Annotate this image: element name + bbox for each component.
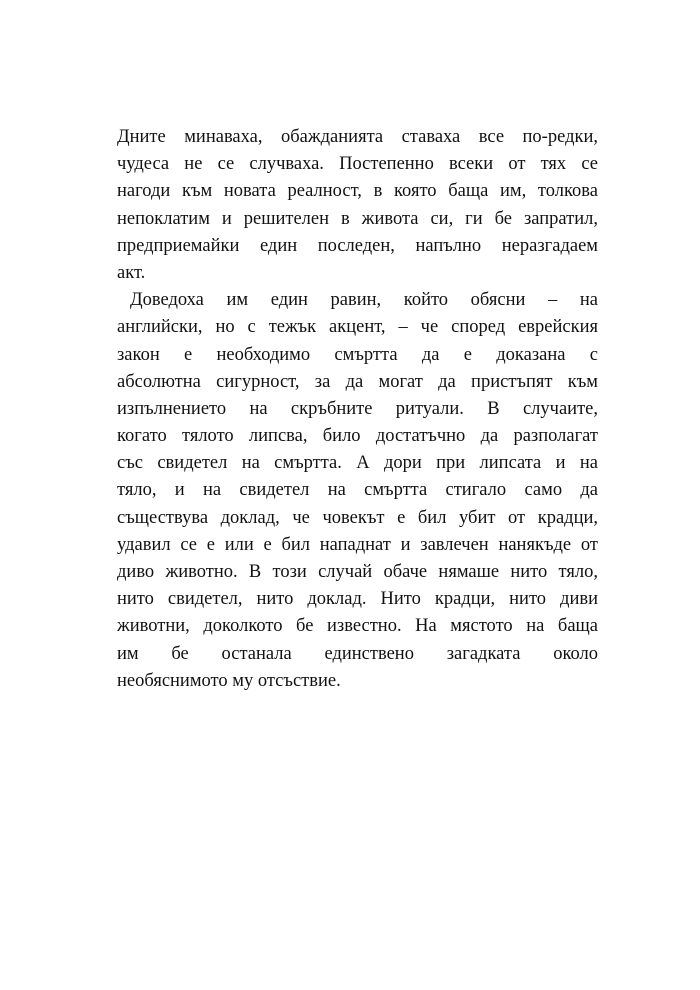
text-line: Доведоха им един равин, който обясни – на [130, 290, 598, 311]
body-text [117, 124, 598, 695]
paragraph-1 [117, 124, 598, 287]
text-line: когато тялото липсва, било достатъчно да разполагат [117, 426, 598, 447]
text-line: английски, но с тежък акцент, – че според еврейския [117, 317, 598, 338]
text-line: диво животно. В този случай обаче нямаше нито тяло, [117, 562, 598, 582]
text-line: изпълнението на скръбните ритуали. В случаите, [117, 398, 598, 419]
text-line: нито свидетел, нито доклад. Нито крадци, нито диви [117, 589, 598, 610]
text-line: абсолютна сигурност, за да могат да пристъпят към [117, 371, 598, 392]
text-line: със свидетел на смъртта. А дори при липсата и на [117, 453, 598, 474]
paragraph-2 [117, 287, 598, 695]
text-line: тяло, и на свидетел на смъртта стигало само да [117, 480, 598, 501]
text-line: чудеса не се случваха. Постепенно всеки от тях се [117, 154, 598, 175]
text-line: съществува доклад, че човекът е бил убит от крадци, [117, 507, 598, 528]
text-line: необяснимото му отсъствие. [117, 670, 341, 691]
text-line: животни, доколкото бе известно. На мястото на баща [117, 616, 598, 637]
text-line: предприемайки един последен, напълно неразгадаем [117, 235, 598, 256]
text-line: удавил се е или е бил нападнат и завлечен нанякъде от [117, 534, 598, 555]
text-line: им бе останала единствено загадката около [117, 643, 598, 664]
text-line: закон е необходимо смъртта да е доказана с [117, 344, 598, 365]
text-line: непоклатим и решителен в живота си, ги бе запратил, [117, 208, 598, 229]
text-line: Дните минаваха, обажданията ставаха все по-редки, [117, 127, 598, 147]
text-line: акт. [117, 262, 146, 283]
text-line: нагоди към новата реалност, в която баща им, толкова [117, 181, 598, 202]
